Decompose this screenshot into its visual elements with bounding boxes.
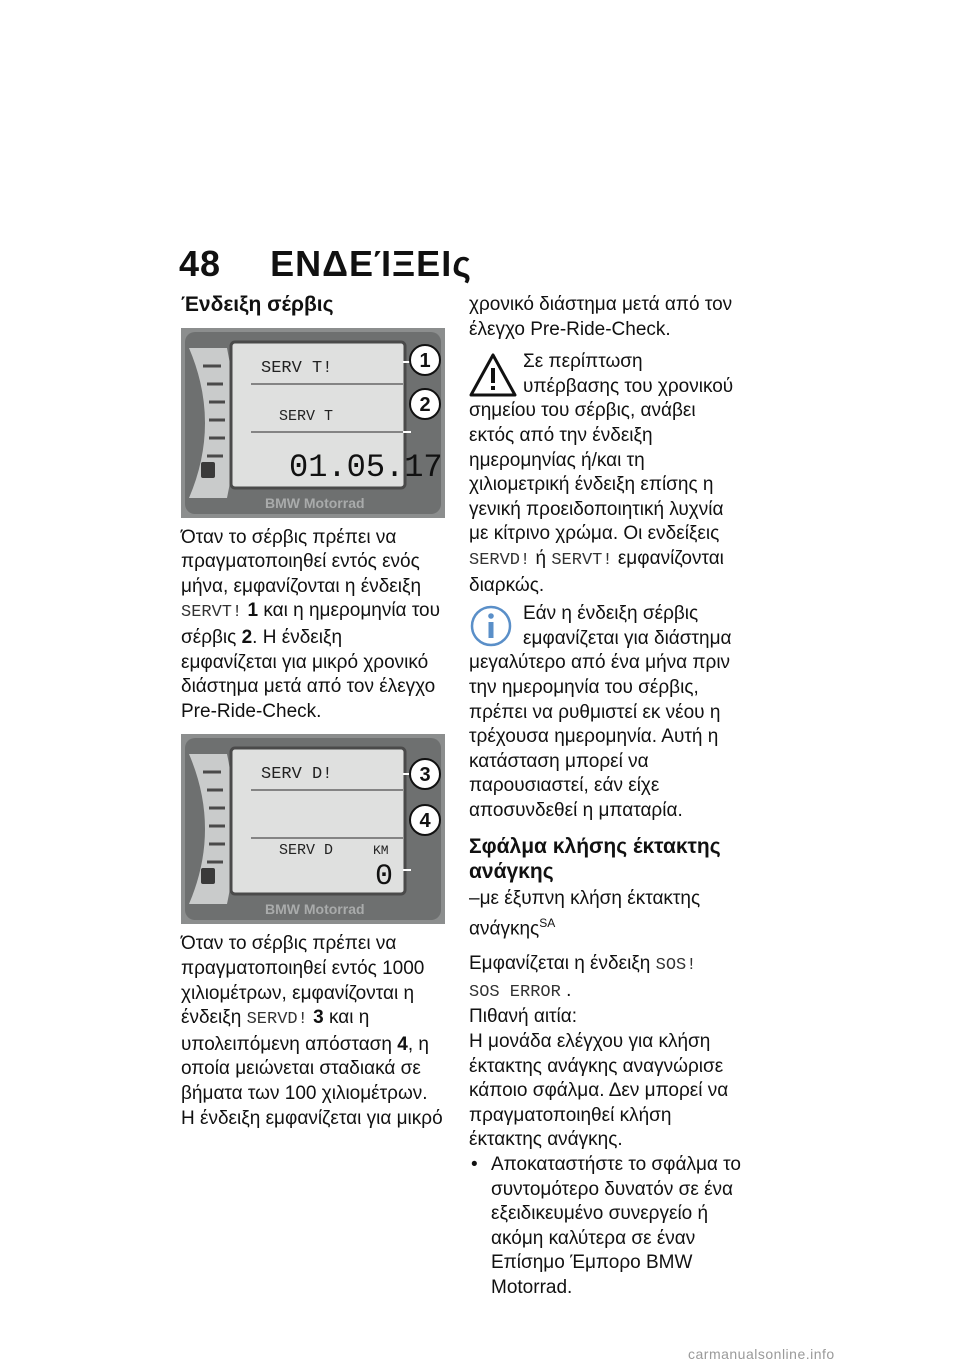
code-servt: SERVT! — [551, 550, 613, 570]
info-icon — [469, 604, 517, 650]
code-sos: SOS! — [655, 956, 697, 976]
callout-4: 4 — [419, 810, 431, 833]
lcd-line-mid: SERV D — [279, 842, 334, 860]
info-note: Εάν η ένδειξη σέρβις εμφανίζεται για διάστημα μεγαλύτερο από ένα μήνα πριν την ημερομηνία του σέρβις, πρέπει να ρυθμιστεί εκ νέου η τρέχουσα ημερομηνία. Αυτή η κατάσταση μπορεί να παρουσιαστεί, εάν είχε αποσυνδεθεί η μπαταρία. — [469, 603, 732, 821]
continued-paragraph: χρονικό διάστημα μετά από τον έλεγχο Pre-Ride-Check. — [469, 294, 733, 340]
lcd-unit: KM — [373, 843, 389, 859]
code-sos-error: SOS ERROR — [469, 982, 561, 1002]
warning-note: Σε περίπτωση υπέρβασης του χρονικού σημείου του σέρβις, ανάβει εκτός από την ένδειξη ημερομηνίας ή/και τη χιλιομετρική ένδειξη επίσης η γενική προειδοποιητική λυχνία με κίτρινο χρώμα. Οι ενδείξεις SERVD! ή SERVT! εμφανίζονται διαρκώς. — [469, 351, 734, 596]
callout-1: 1 — [419, 349, 431, 372]
lcd-line-top: SERV T! — [261, 358, 333, 378]
chapter-title: ΕΝΔΕΊΞΕΙς — [270, 243, 472, 284]
section-title-emergency-call: Σφάλμα κλήσης έκτακτης ανάγκης — [469, 835, 721, 884]
bullet-dot: • — [471, 1153, 478, 1175]
lcd-distance-value: 0 — [375, 860, 394, 895]
watermark: carmanualsonline.info — [688, 1346, 835, 1362]
warning-triangle-icon — [469, 352, 517, 398]
service-date-paragraph: Όταν το σέρβις πρέπει να πραγματοποιηθεί εντός ενός μήνα, εμφανίζονται η ένδειξη SERVT! 1 και η ημερομηνία του σέρβις 2. Η ένδειξη εμφανίζεται για μικρό χρονικό διάστημα μετά από τον έλεγχο Pre-Ride-Check. — [181, 526, 441, 722]
lcd-date-value: 01.05.17 — [289, 448, 443, 486]
brand-mark: BMW Motorrad — [265, 901, 365, 918]
sa-superscript: SA — [539, 916, 556, 931]
page-number: 48 — [179, 243, 222, 284]
callout-2: 2 — [419, 393, 431, 416]
brand-mark: BMW Motorrad — [265, 494, 365, 511]
service-display-figure-1 — [181, 328, 445, 518]
option-line: –με έξυπνη κλήση έκτακτης ανάγκης$^{SA}$ — [469, 887, 701, 940]
section-title-service: Ένδειξη σέρβις — [181, 293, 334, 316]
callout-3: 3 — [419, 764, 431, 787]
shown-indicator-paragraph: Εμφανίζεται η ένδειξη SOS! SOS ERROR . — [469, 953, 697, 1002]
left-column — [181, 293, 443, 1131]
page-header — [179, 243, 472, 285]
action-bullet: • Αποκαταστήστε το σφάλμα το συντομότερο δυνατόν σε ένα εξειδικευμένο συνεργείο ή ακόμη καλύτερα σε έναν Επίσημο Έμπορο BMW Motorrad. — [471, 1153, 741, 1298]
service-display-figure-2 — [181, 734, 445, 924]
code-servd: SERVD! — [469, 550, 531, 570]
cause-label: Πιθανή αιτία: — [469, 1006, 578, 1028]
code-servd: SERVD! — [246, 1010, 308, 1030]
lcd-line-mid: SERV T — [279, 407, 334, 425]
right-column — [469, 293, 741, 1300]
lcd-line-top: SERV D! — [261, 765, 333, 785]
code-servt: SERVT! — [181, 603, 243, 623]
cause-paragraph: Η μονάδα ελέγχου για κλήση έκτακτης ανάγκης αναγνώρισε κάποιο σφάλμα. Δεν μπορεί να πραγματοποιηθεί κλήση έκτακτης ανάγκης. — [469, 1030, 729, 1151]
service-distance-paragraph: Όταν το σέρβις πρέπει να πραγματοποιηθεί εντός 1000 χιλιομέτρων, εμφανίζονται η ένδειξη SERVD! 3 και η υπολειπόμενη απόσταση 4, η οποία μειώνεται σταδιακά σε βήματα των 100 χιλιομέτρων. Η ένδειξη εμφανίζεται για μικρό — [181, 933, 443, 1129]
